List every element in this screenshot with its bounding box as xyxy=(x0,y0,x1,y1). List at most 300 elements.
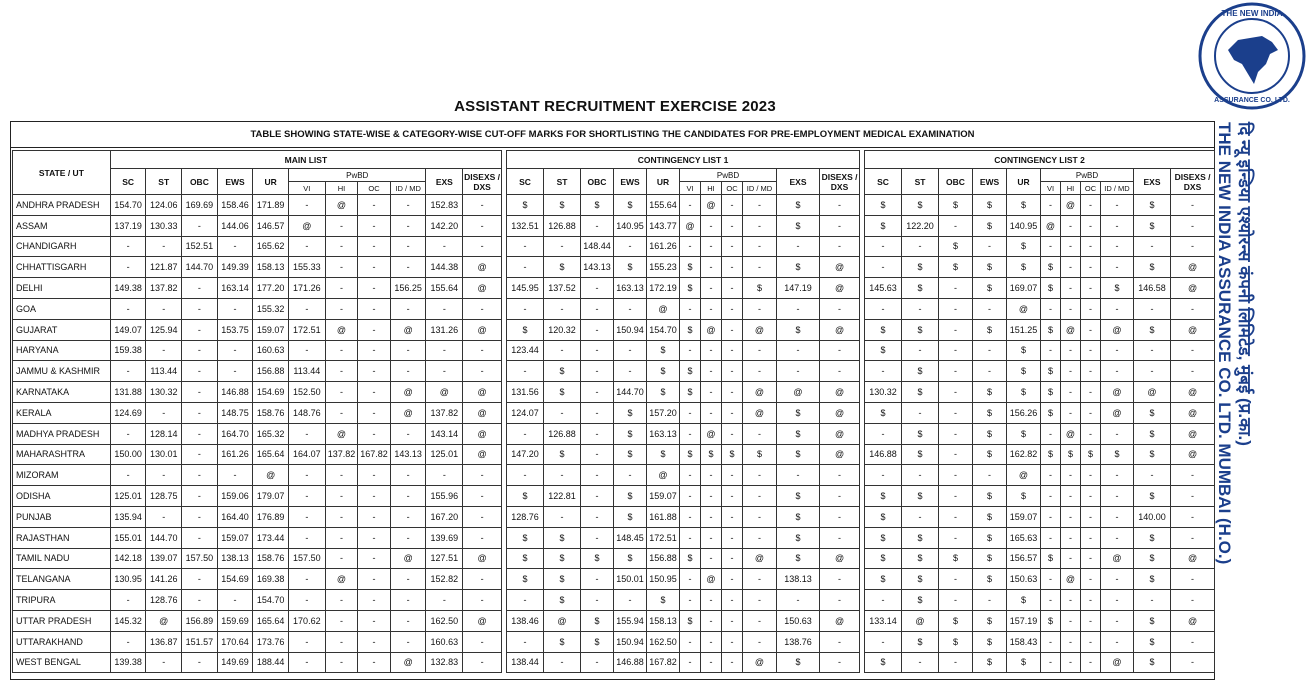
col-oc: OC xyxy=(722,182,743,195)
table-row xyxy=(507,527,860,548)
cutoff-cell: 127.51 xyxy=(426,548,463,569)
cutoff-cell: @ xyxy=(390,319,426,340)
col-sc: SC xyxy=(865,169,902,195)
cutoff-cell: - xyxy=(390,486,426,507)
col-ews: EWS xyxy=(217,169,253,195)
cutoff-cell: - xyxy=(1101,569,1134,590)
cutoff-cell: - xyxy=(358,382,391,403)
cutoff-cell: - xyxy=(325,340,358,361)
cutoff-cell: - xyxy=(507,236,544,257)
cutoff-cell: - xyxy=(288,423,325,444)
cutoff-cell: - xyxy=(820,569,860,590)
cutoff-cell: 156.25 xyxy=(390,278,426,299)
cutoff-cell: $ xyxy=(1134,569,1171,590)
cutoff-cell: - xyxy=(581,590,614,611)
main-list-header: MAIN LIST xyxy=(110,151,501,169)
cutoff-cell: - xyxy=(358,215,391,236)
cutoff-cell: @ xyxy=(820,319,860,340)
cutoff-cell: - xyxy=(463,652,502,673)
cutoff-cell: - xyxy=(1061,590,1081,611)
cutoff-cell: - xyxy=(722,569,743,590)
cutoff-cell: @ xyxy=(1061,319,1081,340)
table-row xyxy=(865,236,1215,257)
cutoff-cell: @ xyxy=(463,423,502,444)
cutoff-cell: - xyxy=(390,423,426,444)
cutoff-cell: @ xyxy=(1171,548,1215,569)
cutoff-cell: - xyxy=(701,361,722,382)
col-hi: HI xyxy=(1061,182,1081,195)
cutoff-cell: $ xyxy=(865,195,902,216)
cutoff-cell: 148.76 xyxy=(288,402,325,423)
cutoff-cell: - xyxy=(217,236,253,257)
cutoff-cell: $ xyxy=(1134,486,1171,507)
cutoff-cell: $ xyxy=(1007,590,1041,611)
cutoff-cell: $ xyxy=(614,486,647,507)
cutoff-cell: @ xyxy=(390,402,426,423)
cutoff-cell: - xyxy=(939,278,973,299)
cutoff-cell: 161.26 xyxy=(217,444,253,465)
table-row xyxy=(865,298,1215,319)
cutoff-cell: $ xyxy=(614,548,647,569)
cutoff-cell: - xyxy=(1081,215,1101,236)
col-hi: HI xyxy=(325,182,358,195)
cutoff-cell: $ xyxy=(1134,195,1171,216)
cutoff-cell: - xyxy=(1081,527,1101,548)
cutoff-cell: @ xyxy=(820,257,860,278)
cutoff-cell: $ xyxy=(680,278,701,299)
cutoff-cell: 155.23 xyxy=(647,257,680,278)
cutoff-cell: 138.46 xyxy=(507,610,544,631)
cutoff-cell: - xyxy=(722,236,743,257)
cutoff-cell: $ xyxy=(507,548,544,569)
table-row xyxy=(507,278,860,299)
cutoff-cell: 121.87 xyxy=(146,257,182,278)
cutoff-cell: - xyxy=(581,361,614,382)
cutoff-cell: 150.94 xyxy=(614,319,647,340)
cutoff-cell: - xyxy=(463,506,502,527)
cutoff-cell: - xyxy=(182,652,218,673)
cutoff-cell: $ xyxy=(865,569,902,590)
state-name: HARYANA xyxy=(13,340,111,361)
cutoff-cell: $ xyxy=(865,486,902,507)
cutoff-cell: - xyxy=(701,215,722,236)
col-disexs: DISEXS / DXS xyxy=(463,169,502,195)
table-row xyxy=(865,486,1215,507)
table-row xyxy=(13,631,502,652)
cutoff-cell: - xyxy=(614,298,647,319)
cutoff-cell: 157.20 xyxy=(647,402,680,423)
cutoff-cell: 162.50 xyxy=(647,631,680,652)
cutoff-cell: - xyxy=(722,278,743,299)
cutoff-cell: - xyxy=(146,652,182,673)
cutoff-cell: - xyxy=(581,444,614,465)
cutoff-cell: 159.07 xyxy=(217,527,253,548)
col-hi: HI xyxy=(701,182,722,195)
cutoff-cell: 130.95 xyxy=(110,569,146,590)
table-row xyxy=(13,569,502,590)
cutoff-cell: 163.13 xyxy=(647,423,680,444)
cutoff-cell: - xyxy=(777,590,820,611)
cutoff-cell: - xyxy=(463,486,502,507)
cutoff-cell: $ xyxy=(680,319,701,340)
cutoff-cell: 152.83 xyxy=(426,195,463,216)
col-exs: EXS xyxy=(777,169,820,195)
cutoff-cell: 120.32 xyxy=(544,319,581,340)
cutoff-cell: - xyxy=(743,340,777,361)
cutoff-cell: - xyxy=(777,361,820,382)
cutoff-cell: $ xyxy=(777,506,820,527)
state-name: TRIPURA xyxy=(13,590,111,611)
cutoff-cell: $ xyxy=(507,527,544,548)
cutoff-cell: - xyxy=(777,298,820,319)
cutoff-cell: - xyxy=(939,382,973,403)
cutoff-cell: $ xyxy=(647,361,680,382)
cutoff-cell: 154.70 xyxy=(110,195,146,216)
cutoff-cell: - xyxy=(1171,506,1215,527)
cutoff-cell: 146.57 xyxy=(253,215,289,236)
cutoff-cell: $ xyxy=(544,569,581,590)
cutoff-cell: $ xyxy=(680,444,701,465)
cutoff-cell: 144.70 xyxy=(614,382,647,403)
cutoff-cell: - xyxy=(146,506,182,527)
col-vi: VI xyxy=(288,182,325,195)
cutoff-cell: - xyxy=(743,631,777,652)
cutoff-cell: $ xyxy=(581,548,614,569)
cutoff-cell: $ xyxy=(973,423,1007,444)
cutoff-cell: $ xyxy=(1007,236,1041,257)
cutoff-cell: - xyxy=(1041,195,1061,216)
cutoff-cell: $ xyxy=(1134,215,1171,236)
cutoff-cell: 149.39 xyxy=(217,257,253,278)
cutoff-cell: - xyxy=(182,590,218,611)
cutoff-cell: - xyxy=(973,340,1007,361)
cutoff-cell: - xyxy=(507,361,544,382)
table-row xyxy=(507,215,860,236)
cutoff-cell: 161.88 xyxy=(647,506,680,527)
cutoff-cell: 146.88 xyxy=(217,382,253,403)
table-row xyxy=(865,527,1215,548)
cutoff-cell: - xyxy=(614,590,647,611)
cutoff-cell: 125.01 xyxy=(426,444,463,465)
cutoff-cell: 148.44 xyxy=(581,236,614,257)
cutoff-cell: $ xyxy=(777,195,820,216)
cutoff-cell: $ xyxy=(544,527,581,548)
cutoff-cell: - xyxy=(820,236,860,257)
cutoff-cell: - xyxy=(1041,631,1061,652)
cutoff-cell: $ xyxy=(865,319,902,340)
state-name: KERALA xyxy=(13,402,111,423)
cutoff-cell: - xyxy=(1041,652,1061,673)
cutoff-cell: @ xyxy=(1061,423,1081,444)
cutoff-cell: - xyxy=(390,361,426,382)
cutoff-cell: - xyxy=(426,465,463,486)
cutoff-cell: 137.82 xyxy=(426,402,463,423)
cutoff-cell: - xyxy=(390,195,426,216)
cutoff-cell: $ xyxy=(865,652,902,673)
cutoff-cell: - xyxy=(722,402,743,423)
state-name: TELANGANA xyxy=(13,569,111,590)
state-name: KARNATAKA xyxy=(13,382,111,403)
cutoff-cell: - xyxy=(358,506,391,527)
table-row xyxy=(507,402,860,423)
cutoff-cell: - xyxy=(581,506,614,527)
cutoff-cell: 140.95 xyxy=(1007,215,1041,236)
cutoff-cell: - xyxy=(1081,298,1101,319)
cutoff-cell: 165.64 xyxy=(253,444,289,465)
table-row xyxy=(865,548,1215,569)
cutoff-cell: - xyxy=(288,590,325,611)
cutoff-cell: - xyxy=(1101,340,1134,361)
cutoff-cell: - xyxy=(614,361,647,382)
cutoff-cell: - xyxy=(358,652,391,673)
cutoff-cell: 155.33 xyxy=(288,257,325,278)
cutoff-cell: - xyxy=(217,465,253,486)
cutoff-cell: $ xyxy=(902,527,939,548)
cutoff-cell: - xyxy=(1101,257,1134,278)
cutoff-cell: - xyxy=(325,486,358,507)
cutoff-cell: - xyxy=(463,298,502,319)
cutoff-cell: - xyxy=(902,340,939,361)
cutoff-cell: $ xyxy=(544,631,581,652)
cutoff-cell: - xyxy=(1061,486,1081,507)
cutoff-cell: - xyxy=(939,423,973,444)
cutoff-cell: - xyxy=(722,382,743,403)
table-row xyxy=(507,631,860,652)
cutoff-cell: - xyxy=(110,298,146,319)
cutoff-cell: - xyxy=(1101,361,1134,382)
cutoff-cell: - xyxy=(1041,486,1061,507)
cutoff-cell: 154.70 xyxy=(253,590,289,611)
cutoff-cell: - xyxy=(820,195,860,216)
cutoff-cell: @ xyxy=(1134,382,1171,403)
cutoff-cell: @ xyxy=(1101,402,1134,423)
cutoff-cell: $ xyxy=(1134,548,1171,569)
cutoff-cell: - xyxy=(110,423,146,444)
cutoff-cell: - xyxy=(902,402,939,423)
cutoff-cell: - xyxy=(544,298,581,319)
company-name-vertical xyxy=(1215,122,1254,602)
cutoff-cell: - xyxy=(1101,631,1134,652)
cutoff-cell: - xyxy=(1101,236,1134,257)
cutoff-cell: 167.82 xyxy=(647,652,680,673)
cutoff-cell: $ xyxy=(1041,610,1061,631)
cutoff-cell: - xyxy=(1134,298,1171,319)
cutoff-cell: - xyxy=(1081,278,1101,299)
cutoff-cell: - xyxy=(1041,465,1061,486)
cutoff-cell: - xyxy=(743,215,777,236)
table-row xyxy=(865,610,1215,631)
cutoff-cell: - xyxy=(1061,652,1081,673)
cutoff-cell: - xyxy=(1134,340,1171,361)
cutoff-cell: - xyxy=(820,590,860,611)
cutoff-cell: - xyxy=(358,257,391,278)
cutoff-cell: - xyxy=(288,569,325,590)
cutoff-cell: 164.70 xyxy=(217,423,253,444)
cutoff-cell: - xyxy=(701,298,722,319)
cutoff-cell: - xyxy=(902,298,939,319)
cutoff-cell: - xyxy=(1101,590,1134,611)
col-exs: EXS xyxy=(426,169,463,195)
col-disexs: DISEXS / DXS xyxy=(1171,169,1215,195)
company-name-english: THE NEW INDIA ASSURANCE CO. LTD. MUMBAI (H.O.) xyxy=(1215,122,1234,565)
cutoff-cell: - xyxy=(743,506,777,527)
cutoff-cell: @ xyxy=(1061,569,1081,590)
table-row xyxy=(13,195,502,216)
cutoff-cell: 156.89 xyxy=(182,610,218,631)
cutoff-cell: - xyxy=(288,298,325,319)
table-row xyxy=(507,257,860,278)
col-vi: VI xyxy=(680,182,701,195)
cutoff-cell: - xyxy=(722,423,743,444)
cutoff-cell: - xyxy=(680,340,701,361)
cutoff-cell: @ xyxy=(1041,215,1061,236)
cutoff-cell: - xyxy=(1041,527,1061,548)
cutoff-cell: $ xyxy=(581,631,614,652)
cutoff-cell: - xyxy=(217,590,253,611)
cutoff-cell: 145.63 xyxy=(865,278,902,299)
cutoff-cell: $ xyxy=(1041,257,1061,278)
cutoff-cell: 137.19 xyxy=(110,215,146,236)
cutoff-cell: - xyxy=(581,486,614,507)
cutoff-cell: 145.32 xyxy=(110,610,146,631)
col-idmd: ID / MD xyxy=(743,182,777,195)
cutoff-cell: @ xyxy=(680,215,701,236)
col-st: ST xyxy=(902,169,939,195)
cutoff-cell: 144.70 xyxy=(182,257,218,278)
cutoff-cell: 133.14 xyxy=(865,610,902,631)
cutoff-cell: $ xyxy=(680,610,701,631)
cutoff-cell: - xyxy=(680,527,701,548)
cutoff-cell: @ xyxy=(1101,548,1134,569)
cutoff-cell: - xyxy=(1171,631,1215,652)
cutoff-cell: - xyxy=(1171,340,1215,361)
cutoff-cell: @ xyxy=(820,382,860,403)
cutoff-cell: - xyxy=(939,444,973,465)
cutoff-cell: - xyxy=(1061,340,1081,361)
cutoff-cell: $ xyxy=(865,548,902,569)
cutoff-cell: - xyxy=(544,652,581,673)
cutoff-cell: $ xyxy=(1007,423,1041,444)
cutoff-cell: $ xyxy=(1081,444,1101,465)
cutoff-cell: - xyxy=(722,652,743,673)
cutoff-cell: @ xyxy=(701,195,722,216)
cutoff-cell: - xyxy=(1041,506,1061,527)
cutoff-cell: 179.07 xyxy=(253,486,289,507)
cutoff-cell: 160.63 xyxy=(253,340,289,361)
cutoff-cell: 139.69 xyxy=(426,527,463,548)
cutoff-cell: $ xyxy=(777,486,820,507)
cutoff-cell: $ xyxy=(1007,382,1041,403)
table-row xyxy=(507,298,860,319)
table-row xyxy=(865,423,1215,444)
cutoff-cell: - xyxy=(820,340,860,361)
cutoff-cell: - xyxy=(390,215,426,236)
cutoff-cell: 124.07 xyxy=(507,402,544,423)
cutoff-cell: $ xyxy=(1041,319,1061,340)
table-row xyxy=(865,590,1215,611)
cutoff-cell: - xyxy=(1101,195,1134,216)
cutoff-cell: - xyxy=(939,652,973,673)
svg-text:ASSURANCE CO. LTD.: ASSURANCE CO. LTD. xyxy=(1214,97,1290,104)
cutoff-cell: - xyxy=(581,402,614,423)
cutoff-cell: - xyxy=(722,465,743,486)
cutoff-cell: $ xyxy=(1007,195,1041,216)
cutoff-cell: - xyxy=(358,631,391,652)
cutoff-cell: - xyxy=(1171,590,1215,611)
state-name: RAJASTHAN xyxy=(13,527,111,548)
cutoff-cell: - xyxy=(1081,569,1101,590)
cutoff-cell: $ xyxy=(973,319,1007,340)
cutoff-cell: 171.26 xyxy=(288,278,325,299)
cutoff-cell: - xyxy=(325,278,358,299)
cutoff-cell: - xyxy=(288,506,325,527)
cutoff-cell: 159.07 xyxy=(253,319,289,340)
cutoff-cell: 147.20 xyxy=(507,444,544,465)
cutoff-cell: $ xyxy=(973,652,1007,673)
cutoff-cell: $ xyxy=(1134,402,1171,423)
cutoff-cell: - xyxy=(701,382,722,403)
cutoff-cell: - xyxy=(1061,278,1081,299)
cutoff-cell: - xyxy=(939,569,973,590)
table-row xyxy=(13,527,502,548)
cutoff-cell: 161.26 xyxy=(647,236,680,257)
cutoff-cell: - xyxy=(358,319,391,340)
cutoff-cell: - xyxy=(463,195,502,216)
cutoff-cell: 137.82 xyxy=(325,444,358,465)
cutoff-cell: 152.50 xyxy=(288,382,325,403)
cutoff-cell: $ xyxy=(865,506,902,527)
cutoff-cell: - xyxy=(390,631,426,652)
table-row xyxy=(865,361,1215,382)
cutoff-cell: $ xyxy=(902,319,939,340)
cutoff-cell: - xyxy=(426,236,463,257)
cutoff-cell: - xyxy=(182,402,218,423)
state-name: TAMIL NADU xyxy=(13,548,111,569)
cutoff-cell: - xyxy=(325,465,358,486)
state-name: ASSAM xyxy=(13,215,111,236)
cutoff-cell: 150.94 xyxy=(614,631,647,652)
cutoff-cell: - xyxy=(110,631,146,652)
cutoff-cell: - xyxy=(820,652,860,673)
cutoff-cell: - xyxy=(701,486,722,507)
cutoff-cell: $ xyxy=(939,236,973,257)
cutoff-cell: $ xyxy=(939,195,973,216)
cutoff-cell: $ xyxy=(1134,631,1171,652)
cutoff-cell: $ xyxy=(973,215,1007,236)
cutoff-cell: @ xyxy=(463,319,502,340)
cutoff-cell: 126.88 xyxy=(544,423,581,444)
cutoff-cell: $ xyxy=(939,610,973,631)
cutoff-cell: 146.88 xyxy=(614,652,647,673)
cutoff-cell: 152.82 xyxy=(426,569,463,590)
cutoff-cell: @ xyxy=(820,423,860,444)
cutoff-cell: $ xyxy=(581,610,614,631)
cutoff-cell: 113.44 xyxy=(288,361,325,382)
cutoff-cell: - xyxy=(325,402,358,423)
cutoff-cell: @ xyxy=(777,382,820,403)
cutoff-cell: 172.19 xyxy=(647,278,680,299)
cutoff-cell: - xyxy=(390,340,426,361)
cutoff-cell: - xyxy=(358,590,391,611)
cutoff-cell: 170.62 xyxy=(288,610,325,631)
cutoff-cell: $ xyxy=(973,257,1007,278)
cutoff-cell: - xyxy=(358,402,391,423)
cutoff-cell: 146.88 xyxy=(865,444,902,465)
state-name: UTTAR PRADESH xyxy=(13,610,111,631)
cutoff-cell: @ xyxy=(820,610,860,631)
cutoff-cell: - xyxy=(1081,548,1101,569)
cutoff-cell: $ xyxy=(902,631,939,652)
